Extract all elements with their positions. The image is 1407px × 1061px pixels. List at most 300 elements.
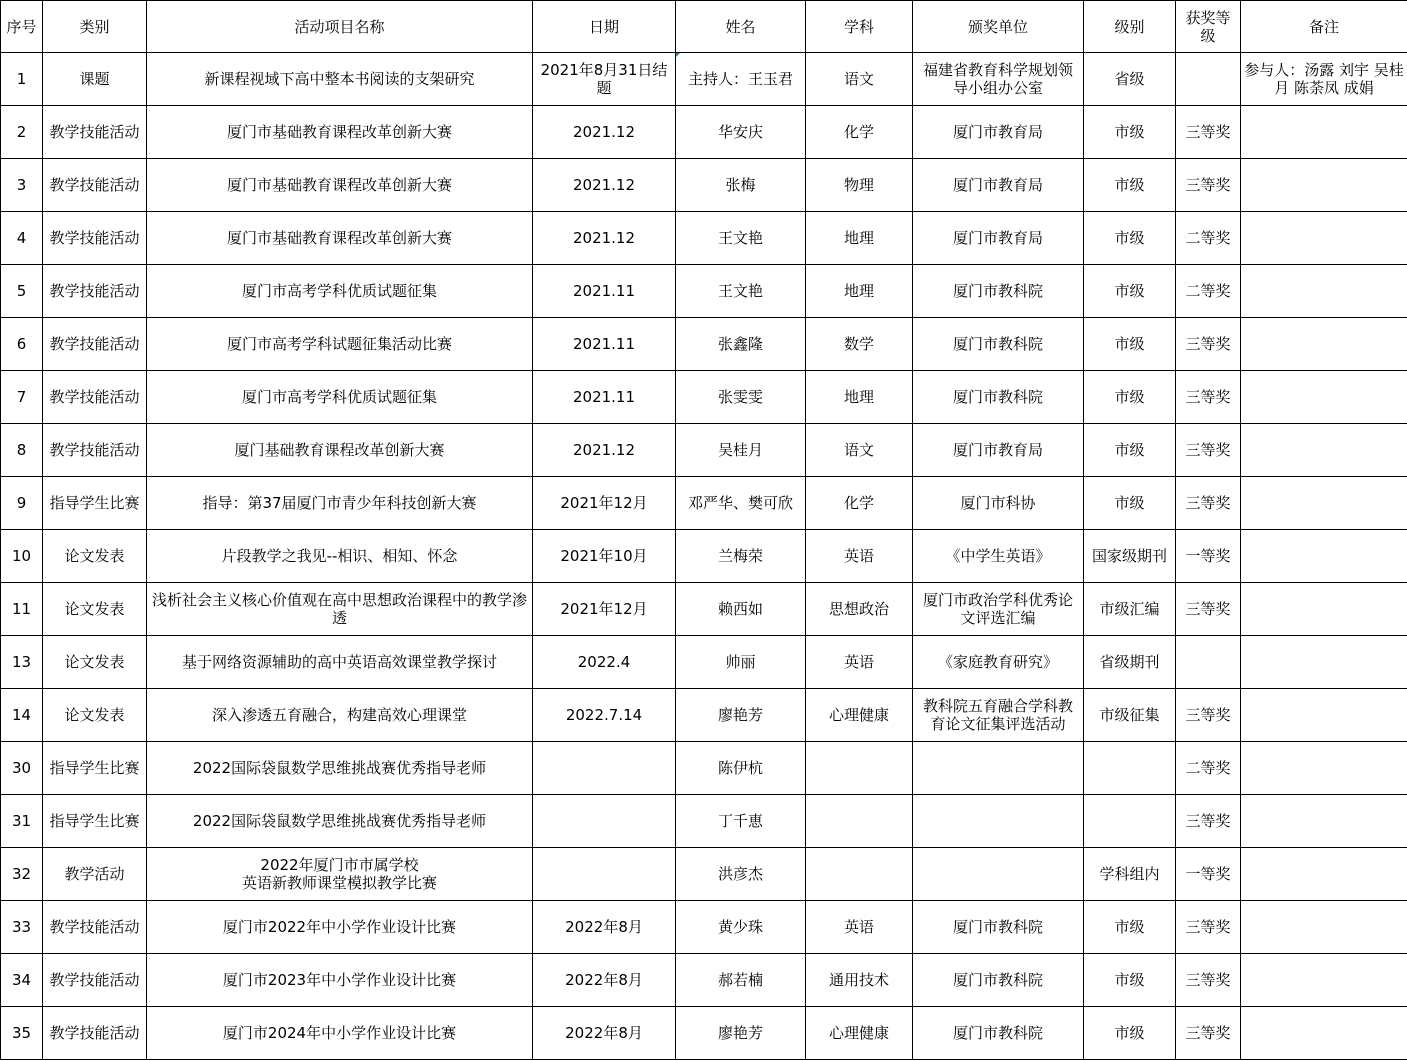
cell-index [1,742,43,795]
cell-category-text: 教学技能活动 [49,176,140,194]
cell-project-name-text: 2022年厦门市市属学校 英语新教师课堂模拟教学比赛 [241,856,437,892]
cell-date [533,795,676,848]
cell-level [1084,318,1176,371]
cell-name-text: 吴桂月 [717,441,763,459]
cell-project-name [147,53,533,106]
cell-category-text: 指导学生比赛 [49,494,140,512]
cell-category [43,477,147,530]
cell-award-grade-text: 二等奖 [1185,229,1231,247]
cell-index-text: 7 [16,388,27,406]
cell-subject [806,689,913,742]
cell-category [43,742,147,795]
cell-date [533,106,676,159]
header-level: 级别 [1084,1,1176,53]
table-row [1,212,1407,265]
cell-project-name-text: 厦门市2023年中小学作业设计比赛 [222,971,457,989]
cell-subject-text: 思想政治 [828,600,889,618]
cell-award-grade [1176,53,1241,106]
cell-project-name [147,106,533,159]
cell-level-text: 市级汇编 [1099,600,1160,618]
cell-category [43,689,147,742]
cell-index [1,424,43,477]
cell-project-name-text: 2022国际袋鼠数学思维挑战赛优秀指导老师 [192,759,487,777]
cell-award-grade-text: 三等奖 [1185,971,1231,989]
table-row [1,53,1407,106]
cell-level-text: 市级 [1114,971,1145,989]
cell-remarks [1241,795,1407,848]
cell-date [533,742,676,795]
cell-level-text: 市级 [1114,918,1145,936]
cell-award-grade-text: 三等奖 [1185,494,1231,512]
cell-issuer-text: 厦门市教科院 [952,335,1043,353]
cell-issuer-text: 厦门市教育局 [952,176,1043,194]
table-row [1,636,1407,689]
cell-name-text: 王文艳 [717,282,763,300]
cell-subject-text: 地理 [843,229,874,247]
cell-remarks [1241,901,1407,954]
cell-category-text: 教学技能活动 [49,441,140,459]
cell-category-text: 教学技能活动 [49,282,140,300]
header-name: 姓名 [676,1,806,53]
cell-project-name [147,848,533,901]
cell-date-text: 2022年8月 [565,971,643,989]
cell-category [43,53,147,106]
cell-date [533,265,676,318]
cell-project-name-text: 新课程视域下高中整本书阅读的支架研究 [204,70,475,88]
cell-name-text: 张鑫隆 [717,335,763,353]
cell-index [1,795,43,848]
cell-project-name-text: 厦门基础教育课程改革创新大赛 [234,441,445,459]
cell-subject-text: 语文 [843,441,874,459]
cell-date-text: 2021年10月 [560,547,648,565]
cell-name-text: 陈伊杭 [717,759,763,777]
cell-award-grade [1176,265,1241,318]
cell-category [43,795,147,848]
cell-issuer [913,106,1084,159]
cell-issuer-text: 厦门市教育局 [952,123,1043,141]
cell-level [1084,636,1176,689]
cell-name-text: 主持人：王玉君 [687,70,793,88]
cell-project-name-text: 厦门市2022年中小学作业设计比赛 [222,918,457,936]
cell-name [676,318,806,371]
cell-name [676,53,806,106]
cell-level [1084,795,1176,848]
cell-project-name-text: 基于网络资源辅助的高中英语高效课堂教学探讨 [181,653,497,671]
cell-project-name [147,265,533,318]
cell-category [43,636,147,689]
cell-issuer-text: 《家庭教育研究》 [937,653,1058,671]
header-category: 类别 [43,1,147,53]
cell-name [676,795,806,848]
cell-remarks [1241,583,1407,636]
cell-remarks [1241,371,1407,424]
cell-name-text: 郝若楠 [717,971,763,989]
cell-project-name [147,424,533,477]
cell-issuer [913,742,1084,795]
cell-award-grade-text: 三等奖 [1185,1024,1231,1042]
cell-level [1084,954,1176,1007]
table-body [1,53,1407,1060]
cell-subject [806,1007,913,1060]
cell-remarks [1241,212,1407,265]
cell-issuer [913,159,1084,212]
table-row [1,583,1407,636]
cell-name [676,901,806,954]
cell-issuer [913,212,1084,265]
table-row [1,477,1407,530]
cell-award-grade-text: 三等奖 [1185,600,1231,618]
cell-name-text: 帅丽 [725,653,756,671]
cell-date-text: 2021.11 [572,388,636,406]
cell-index [1,636,43,689]
cell-index [1,106,43,159]
cell-category [43,901,147,954]
cell-date-text: 2021.12 [572,176,636,194]
header-issuer: 颁奖单位 [913,1,1084,53]
cell-issuer-text: 厦门市科协 [960,494,1036,512]
cell-subject-text: 英语 [843,547,874,565]
cell-project-name-text: 厦门市基础教育课程改革创新大赛 [226,176,452,194]
cell-remarks [1241,530,1407,583]
cell-subject [806,424,913,477]
cell-date [533,424,676,477]
cell-issuer [913,636,1084,689]
header-project-name: 活动项目名称 [147,1,533,53]
cell-index [1,1007,43,1060]
table-row [1,795,1407,848]
cell-award-grade [1176,106,1241,159]
cell-subject [806,636,913,689]
cell-level-text: 市级 [1114,176,1145,194]
cell-award-grade [1176,371,1241,424]
cell-issuer-text: 厦门市教科院 [952,282,1043,300]
cell-level [1084,477,1176,530]
cell-remarks [1241,106,1407,159]
cell-index [1,689,43,742]
cell-index-text: 31 [11,812,32,830]
cell-project-name [147,742,533,795]
cell-index-text: 34 [11,971,32,989]
cell-date-text: 2022年8月 [565,1024,643,1042]
cell-name [676,636,806,689]
cell-issuer-text: 厦门市教育局 [952,229,1043,247]
cell-subject-text: 心理健康 [828,706,889,724]
cell-date-text: 2021.12 [572,229,636,247]
cell-name [676,371,806,424]
cell-remarks [1241,689,1407,742]
cell-index-text: 11 [11,600,32,618]
cell-remarks [1241,477,1407,530]
cell-date-text: 2021.11 [572,335,636,353]
cell-award-grade [1176,901,1241,954]
cell-award-grade [1176,795,1241,848]
cell-index-text: 8 [16,441,27,459]
cell-subject [806,318,913,371]
cell-issuer-text: 厦门市教育局 [952,441,1043,459]
cell-level [1084,848,1176,901]
cell-project-name [147,901,533,954]
cell-issuer [913,689,1084,742]
cell-name [676,954,806,1007]
cell-level-text: 省级 [1114,70,1145,88]
cell-award-grade-text: 一等奖 [1185,865,1231,883]
cell-subject [806,212,913,265]
cell-issuer [913,53,1084,106]
cell-index [1,53,43,106]
cell-award-grade [1176,636,1241,689]
cell-project-name [147,530,533,583]
cell-issuer [913,954,1084,1007]
cell-issuer-text: 福建省教育科学规划领导小组办公室 [922,61,1073,97]
cell-level-text: 市级 [1114,123,1145,141]
cell-project-name [147,795,533,848]
cell-subject-text: 英语 [843,653,874,671]
table-row [1,848,1407,901]
cell-index [1,477,43,530]
cell-index [1,901,43,954]
cell-project-name-text: 厦门市高考学科优质试题征集 [241,282,437,300]
cell-subject-text: 语文 [843,70,874,88]
cell-level [1084,742,1176,795]
cell-category [43,371,147,424]
cell-category-text: 教学活动 [64,865,125,883]
cell-project-name-text: 指导：第37届厦门市青少年科技创新大赛 [202,494,477,512]
cell-project-name [147,1007,533,1060]
cell-issuer-text: 《中学生英语》 [945,547,1051,565]
cell-date-text: 2021.11 [572,282,636,300]
cell-project-name [147,689,533,742]
cell-level [1084,689,1176,742]
cell-issuer-text: 厦门市教科院 [952,1024,1043,1042]
cell-project-name-text: 厦门市基础教育课程改革创新大赛 [226,123,452,141]
cell-index-text: 1 [16,70,27,88]
cell-index [1,371,43,424]
cell-index [1,318,43,371]
cell-subject [806,583,913,636]
cell-index-text: 2 [16,123,27,141]
cell-issuer [913,477,1084,530]
cell-subject-text: 物理 [843,176,874,194]
cell-date [533,848,676,901]
cell-award-grade-text: 三等奖 [1185,176,1231,194]
cell-index-text: 33 [11,918,32,936]
table-row [1,106,1407,159]
cell-level [1084,424,1176,477]
cell-subject [806,53,913,106]
cell-subject-text: 地理 [843,282,874,300]
cell-level [1084,265,1176,318]
cell-project-name [147,583,533,636]
cell-award-grade [1176,954,1241,1007]
cell-level-text: 市级 [1114,1024,1145,1042]
cell-issuer [913,371,1084,424]
cell-issuer [913,583,1084,636]
cell-date-text: 2021年12月 [560,494,648,512]
cell-date-text: 2021年8月31日结题 [540,61,668,97]
cell-category-text: 论文发表 [64,547,125,565]
cell-subject [806,848,913,901]
cell-index-text: 10 [11,547,32,565]
cell-issuer-text: 厦门市教科院 [952,388,1043,406]
cell-name [676,848,806,901]
table-row [1,265,1407,318]
header-row [1,1,1407,53]
cell-project-name-text: 厦门市基础教育课程改革创新大赛 [226,229,452,247]
cell-level-text: 市级 [1114,494,1145,512]
cell-level [1084,530,1176,583]
cell-subject-text: 数学 [843,335,874,353]
cell-date-text: 2021.12 [572,123,636,141]
cell-award-grade-text: 三等奖 [1185,918,1231,936]
cell-award-grade [1176,583,1241,636]
cell-level-text: 市级征集 [1099,706,1160,724]
cell-issuer-text: 教科院五育融合学科教育论文征集评选活动 [922,697,1073,733]
cell-index-text: 5 [16,282,27,300]
cell-level-text: 市级 [1114,282,1145,300]
table-row [1,530,1407,583]
cell-date [533,53,676,106]
table-row [1,901,1407,954]
cell-date-text: 2022.7.14 [565,706,643,724]
cell-issuer [913,848,1084,901]
cell-date-text: 2021.12 [572,441,636,459]
cell-issuer [913,1007,1084,1060]
cell-category-text: 论文发表 [64,706,125,724]
cell-category-text: 教学技能活动 [49,971,140,989]
cell-subject [806,795,913,848]
cell-award-grade [1176,1007,1241,1060]
cell-name [676,1007,806,1060]
cell-subject [806,265,913,318]
cell-issuer [913,265,1084,318]
cell-level [1084,212,1176,265]
cell-subject-text: 通用技术 [828,971,889,989]
cell-project-name-text: 片段教学之我见--相识、相知、怀念 [221,547,458,565]
cell-date [533,371,676,424]
cell-category-text: 指导学生比赛 [49,759,140,777]
cell-name-text: 兰梅荣 [717,547,763,565]
cell-name [676,159,806,212]
cell-issuer [913,795,1084,848]
cell-award-grade [1176,689,1241,742]
cell-award-grade [1176,477,1241,530]
cell-category-text: 课题 [79,70,110,88]
cell-date [533,636,676,689]
cell-index-text: 32 [11,865,32,883]
cell-project-name-text: 厦门市2024年中小学作业设计比赛 [222,1024,457,1042]
cell-issuer [913,318,1084,371]
cell-level-text: 省级期刊 [1099,653,1160,671]
cell-date [533,901,676,954]
cell-category [43,583,147,636]
cell-remarks [1241,742,1407,795]
cell-issuer-text: 厦门市政治学科优秀论文评选汇编 [922,591,1073,627]
cell-name-text: 廖艳芳 [717,1024,763,1042]
cell-project-name [147,212,533,265]
cell-index-text: 6 [16,335,27,353]
cell-date [533,212,676,265]
cell-project-name-text: 浅析社会主义核心价值观在高中思想政治课程中的教学渗透 [151,591,527,627]
cell-index [1,530,43,583]
cell-award-grade [1176,424,1241,477]
table-row [1,371,1407,424]
cell-category [43,424,147,477]
cell-category-text: 教学技能活动 [49,123,140,141]
cell-level [1084,1007,1176,1060]
cell-award-grade [1176,159,1241,212]
cell-award-grade [1176,318,1241,371]
cell-level [1084,106,1176,159]
cell-name-text: 张梅 [725,176,756,194]
cell-award-grade-text: 三等奖 [1185,388,1231,406]
cell-level [1084,53,1176,106]
cell-award-grade-text: 一等奖 [1185,547,1231,565]
cell-award-grade [1176,848,1241,901]
cell-issuer-text: 厦门市教科院 [952,918,1043,936]
cell-date [533,954,676,1007]
cell-project-name [147,318,533,371]
cell-issuer [913,901,1084,954]
cell-name-text: 黄少珠 [717,918,763,936]
cell-subject-text: 心理健康 [828,1024,889,1042]
cell-subject-text: 化学 [843,494,874,512]
cell-subject [806,742,913,795]
table-row [1,424,1407,477]
cell-index [1,848,43,901]
cell-date [533,477,676,530]
table-row [1,742,1407,795]
cell-remarks-text: 参与人：汤露 刘宇 吴桂月 陈荼凤 成娟 [1244,61,1404,97]
cell-name [676,212,806,265]
cell-category-text: 教学技能活动 [49,335,140,353]
cell-category-text: 指导学生比赛 [49,812,140,830]
cell-subject-text: 地理 [843,388,874,406]
cell-project-name-text: 厦门市高考学科试题征集活动比赛 [226,335,452,353]
cell-subject [806,159,913,212]
table-row [1,1007,1407,1060]
cell-index [1,583,43,636]
cell-category [43,265,147,318]
cell-level-text: 市级 [1114,229,1145,247]
header-date: 日期 [533,1,676,53]
cell-name [676,424,806,477]
cell-remarks [1241,159,1407,212]
cell-level [1084,583,1176,636]
cell-level [1084,159,1176,212]
header-index: 序号 [1,1,43,53]
cell-index-text: 4 [16,229,27,247]
cell-index-text: 3 [16,176,27,194]
header-award-grade: 获奖等级 [1176,1,1241,53]
cell-project-name-text: 2022国际袋鼠数学思维挑战赛优秀指导老师 [192,812,487,830]
cell-award-grade [1176,742,1241,795]
cell-date [533,318,676,371]
cell-project-name [147,954,533,1007]
cell-category [43,318,147,371]
cell-name-text: 邓严华、樊可欣 [687,494,793,512]
cell-name-text: 洪彦杰 [717,865,763,883]
cell-subject [806,954,913,1007]
header-remarks: 备注 [1241,1,1407,53]
cell-date [533,689,676,742]
cell-category [43,954,147,1007]
cell-award-grade [1176,530,1241,583]
cell-category-text: 论文发表 [64,600,125,618]
cell-award-grade-text: 三等奖 [1185,812,1231,830]
cell-date-text: 2021年12月 [560,600,648,618]
cell-category [43,530,147,583]
cell-project-name [147,159,533,212]
